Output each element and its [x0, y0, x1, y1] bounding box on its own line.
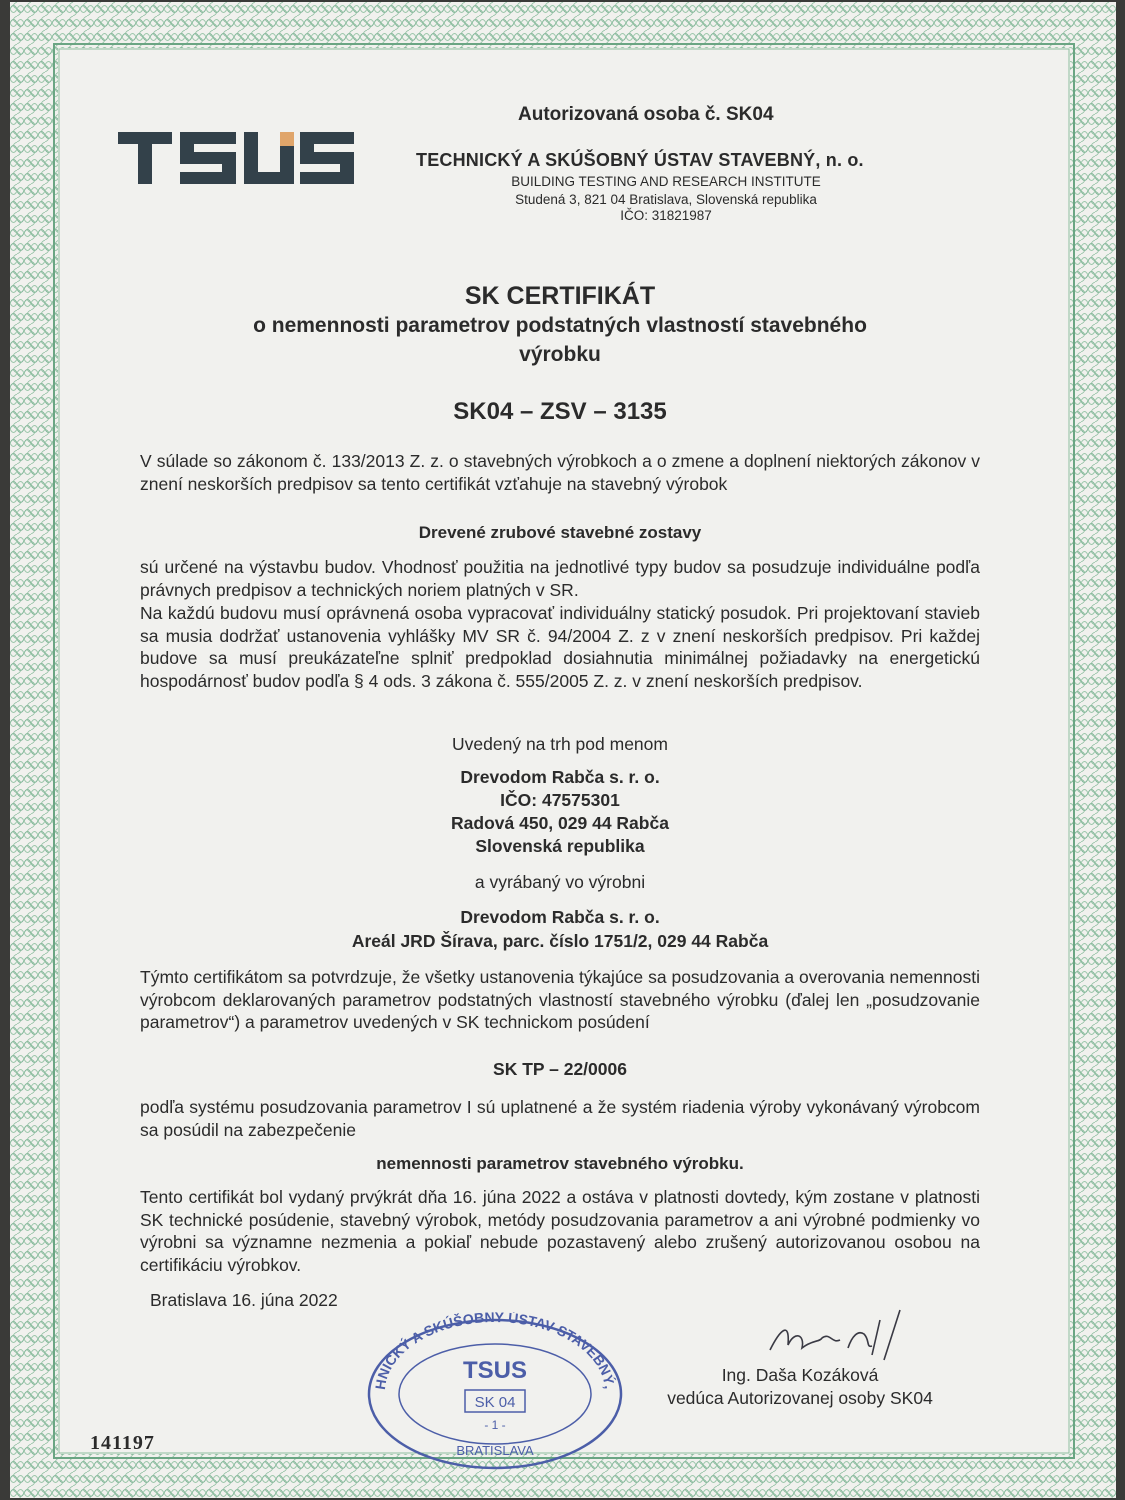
produced-label: a vyrábaný vo výrobni	[474, 872, 646, 892]
intro-paragraph: V súlade so zákonom č. 133/2013 Z. z. o stavebných výrobkoch a o zmene a doplnení niektorých zákonov v znení neskorších predpisov sa tento certifikát vzťahuje na stavebný výrobok	[140, 451, 980, 494]
stamp-city: BRATISLAVA	[456, 1443, 534, 1458]
tp-number: SK TP – 22/0006	[493, 1059, 627, 1079]
serial-number: 141197	[90, 1432, 155, 1454]
usage-paragraph-1: sú určené na výstavbu budov. Vhodnosť použitia na jednotlivé typy budov sa posudzuje individuálne podľa právnych predpisov a technických noriem platných v SR.	[140, 557, 980, 600]
institute-name: TECHNICKÝ A SKÚŠOBNÝ ÚSTAV STAVEBNÝ, n. o.	[416, 150, 864, 170]
market-label: Uvedený na trh pod menom	[452, 734, 668, 754]
certificate-title: SK CERTIFIKÁT	[464, 282, 656, 310]
company-name: Drevodom Rabča s. r. o.	[460, 767, 660, 787]
authorized-person-label: Autorizovaná osoba č. SK04	[518, 104, 774, 125]
validity-paragraph: Tento certifikát bol vydaný prvýkrát dňa 16. júna 2022 a ostáva v platnosti dovtedy, kým zostane v platnosti SK technické posúdenie, stavebný výrobok, metódy posudzovania parametrov a ani výrobné podmienky vo výrobni sa významne nezmenia a pokiaľ nebude pozastavený alebo zrušený autorizovanou osobou na certifikáciu výrobkov.	[140, 1187, 980, 1275]
stamp-logo: TSUS	[462, 1357, 528, 1384]
company-ico: IČO: 47575301	[500, 790, 620, 810]
institute-name-en: BUILDING TESTING AND RESEARCH INSTITUTE	[511, 174, 821, 189]
usage-paragraph-2: Na každú budovu musí oprávnená osoba vypracovať individuálny statický posudok. Pri projektovaní stavieb sa musia dodržať ustanovenia vyhlášky MV SR č. 94/2004 Z. z v znení neskorších predpisov. Pri každej budove sa musí preukázateľne splniť predpoklad dosiahnutia minimálnej požiadavky na energetickú hospodárnosť budov podľa § 4 ods. 3 zákona č. 555/2005 Z. z. v znení neskorších predpisov.	[140, 603, 980, 691]
official-stamp	[360, 1312, 630, 1472]
stamp-code: SK 04	[474, 1394, 516, 1411]
product-name: Drevené zrubové stavebné zostavy	[418, 523, 702, 542]
company-address: Radová 450, 029 44 Rabča	[451, 813, 669, 833]
institute-ico: IČO: 31821987	[620, 208, 712, 223]
plant-address: Areál JRD Šírava, parc. číslo 1751/2, 029 44 Rabča	[351, 931, 769, 951]
place-date: Bratislava 16. júna 2022	[150, 1290, 338, 1310]
signatory-role: vedúca Autorizovanej osoby SK04	[667, 1388, 933, 1408]
signatory-name: Ing. Daša Kozáková	[721, 1365, 879, 1385]
certificate-number: SK04 – ZSV – 3135	[453, 398, 667, 425]
institute-address: Studená 3, 821 04 Bratislava, Slovenská republika	[515, 192, 817, 207]
certificate-subtitle-1: o nemennosti parametrov podstatných vlastností stavebného	[253, 314, 867, 337]
certificate-subtitle-2: výrobku	[519, 343, 601, 366]
stamp-ring-text: HNICKÝ A SKÚŠOBNÝ ÚSTAV STAVEBNÝ,	[371, 1312, 618, 1391]
signature	[760, 1300, 920, 1370]
system-paragraph: podľa systému posudzovania parametrov I sú uplatnené a že systém riadenia výroby vykonávaný výrobcom sa posúdil na zabezpečenie	[140, 1097, 980, 1140]
company-country: Slovenská republika	[475, 836, 645, 856]
confirmation-paragraph: Týmto certifikátom sa potvrdzuje, že všetky ustanovenia týkajúce sa posudzovania a overovania nemennosti výrobcom deklarovaných parametrov podstatných vlastností stavebného výrobku (ďalej len „posudzovanie parametrov“) a parametrov uvedených v SK technickom posúdení	[140, 967, 980, 1032]
tsus-logo	[118, 130, 354, 186]
stamp-number: - 1 -	[484, 1418, 506, 1432]
plant-name: Drevodom Rabča s. r. o.	[460, 907, 660, 927]
constancy-statement: nemennosti parametrov stavebného výrobku.	[376, 1154, 744, 1173]
